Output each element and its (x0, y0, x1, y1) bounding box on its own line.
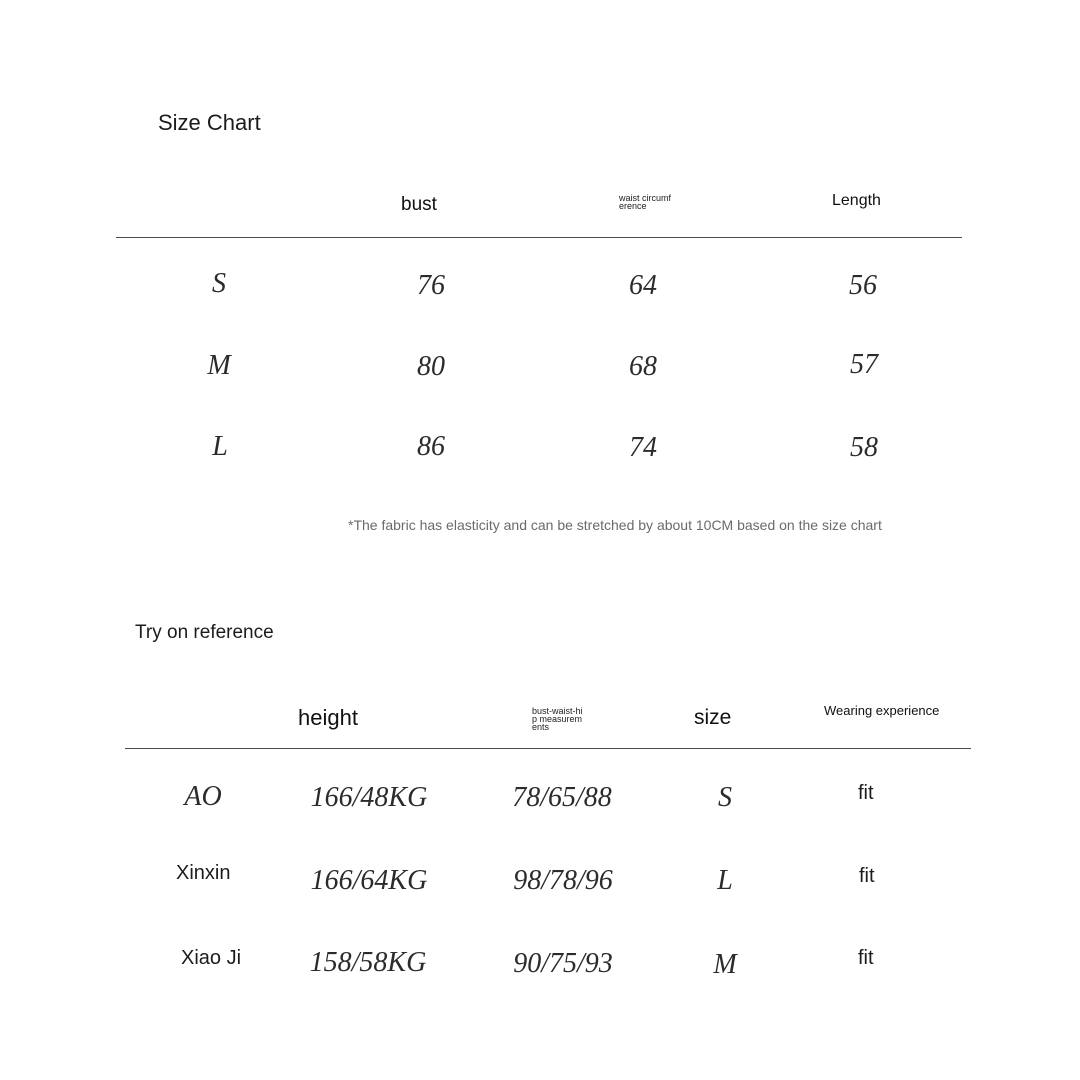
model-name: Xinxin (176, 862, 231, 884)
model-size: S (718, 782, 732, 813)
try-on-header-rule (125, 748, 971, 749)
model-wearing-experience: fit (859, 865, 875, 887)
model-name: AO (184, 781, 222, 812)
model-name: Xiao Ji (181, 947, 242, 969)
model-height-weight: 166/64KG (310, 865, 428, 896)
size-cell-waist: 64 (629, 270, 657, 301)
size-row-label: M (207, 350, 231, 381)
size-row-label: S (212, 268, 226, 299)
header-length: Length (832, 192, 881, 209)
try-on-title: Try on reference (135, 622, 274, 643)
size-cell-length: 58 (850, 432, 878, 463)
size-cell-bust: 86 (417, 431, 445, 462)
size-cell-bust: 76 (417, 270, 445, 301)
size-cell-bust: 80 (417, 351, 445, 382)
model-wearing-experience: fit (858, 782, 874, 804)
model-size: L (717, 865, 733, 896)
header-wearing-experience: Wearing experience (824, 703, 940, 718)
model-height-weight: 166/48KG (310, 782, 428, 813)
size-cell-waist: 68 (629, 351, 657, 382)
model-measurements: 78/65/88 (512, 782, 612, 813)
model-size: M (713, 949, 737, 980)
header-waist: waist circumference (619, 193, 672, 211)
size-cell-length: 57 (850, 349, 878, 380)
model-height-weight: 158/58KG (309, 947, 427, 978)
header-measurements: bust-waist-hip measurements (532, 706, 583, 732)
size-chart-header-rule (116, 237, 962, 238)
header-height: height (298, 705, 358, 730)
size-cell-waist: 74 (629, 432, 657, 463)
size-cell-length: 56 (849, 270, 877, 301)
header-bust: bust (401, 194, 437, 215)
header-size: size (694, 706, 732, 729)
model-wearing-experience: fit (858, 947, 874, 969)
model-measurements: 98/78/96 (513, 865, 613, 896)
size-row-label: L (212, 431, 228, 462)
size-chart-title: Size Chart (158, 110, 261, 135)
elasticity-note: *The fabric has elasticity and can be stretched by about 10CM based on the size chart (348, 517, 882, 533)
model-measurements: 90/75/93 (513, 948, 613, 979)
